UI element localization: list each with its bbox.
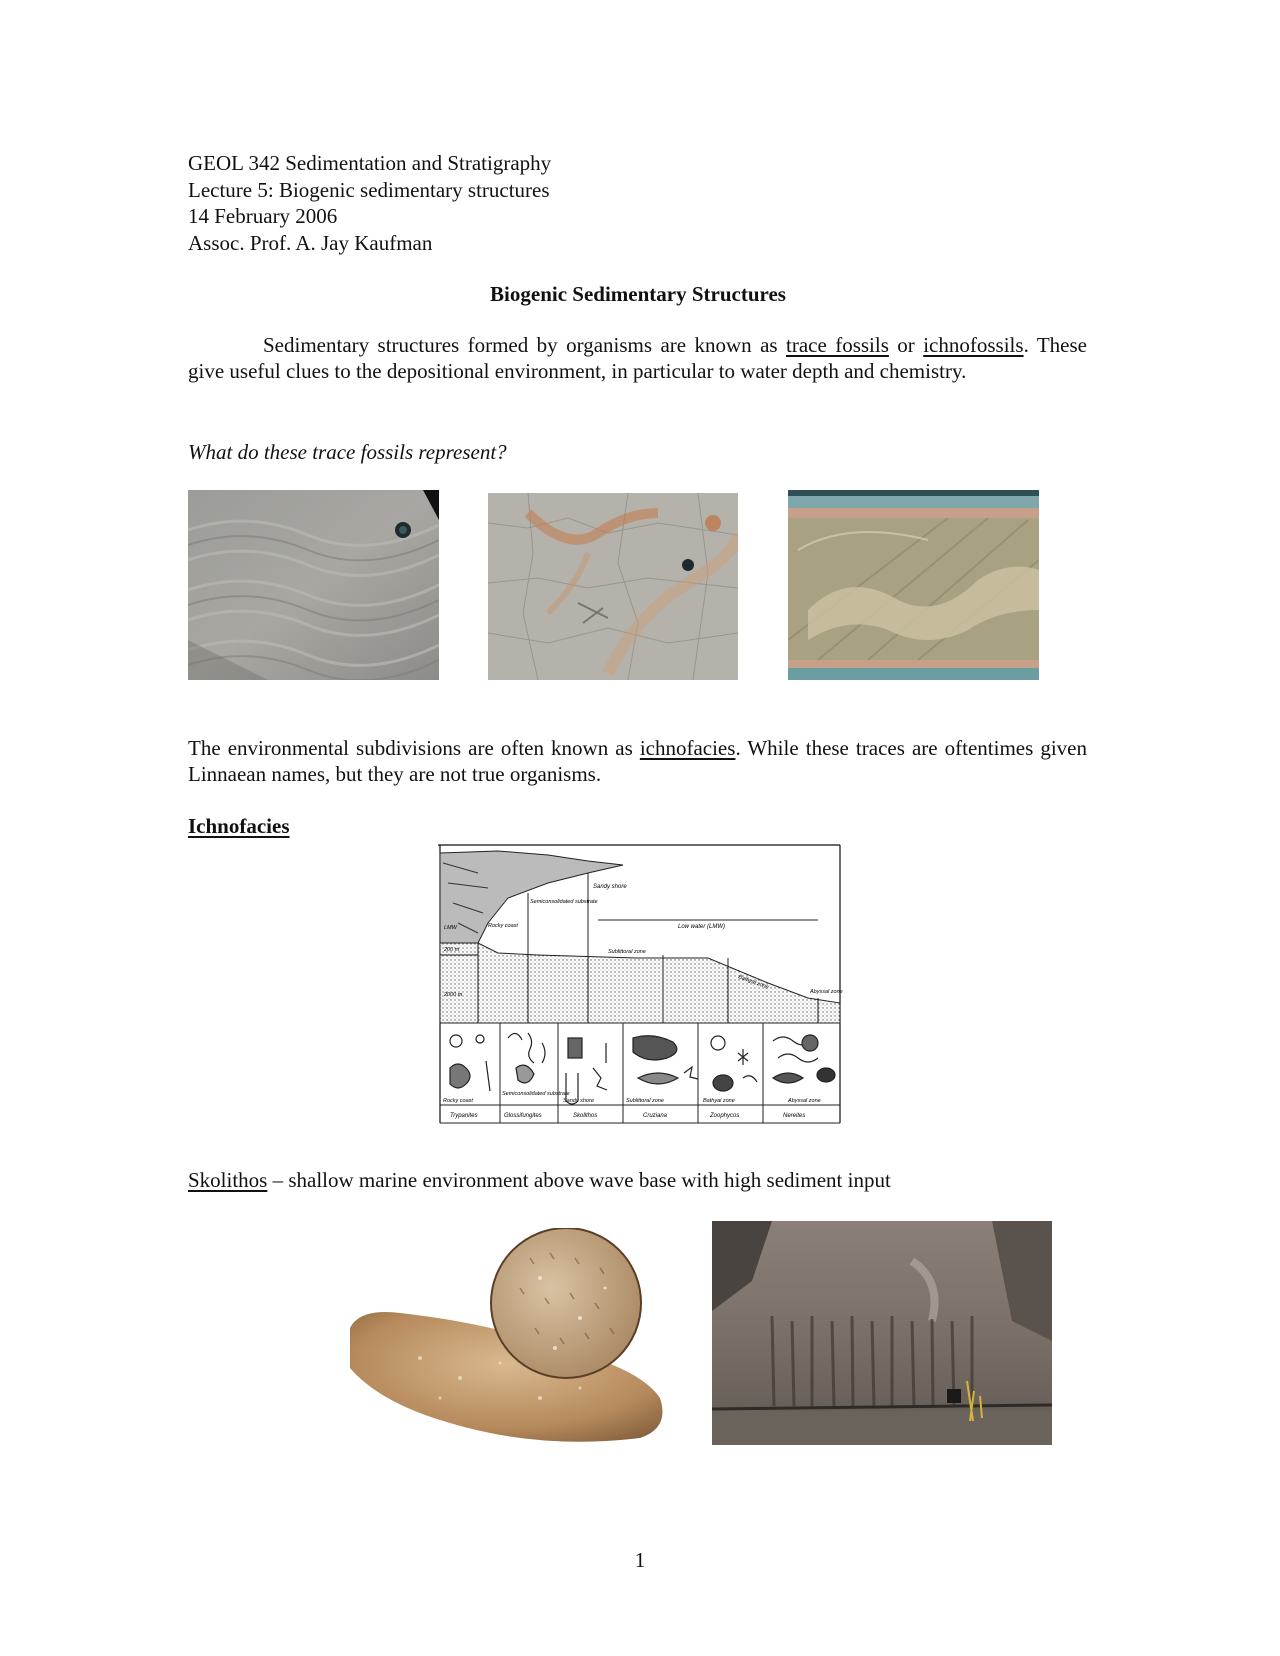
trace-fossil-photo-3	[788, 490, 1039, 680]
skolithos-outcrop-photo	[712, 1221, 1052, 1445]
zone-label-1: Rocky coast	[443, 1098, 473, 1104]
term-trace-fossils: trace fossils	[786, 333, 889, 357]
ichnofacies-diagram	[438, 843, 844, 1133]
label-lmw: LMW	[444, 925, 457, 931]
course-line: GEOL 342 Sedimentation and Stratigraphy	[188, 151, 552, 175]
ichno-text-2: . While these traces are oftentimes given Linnaean names, but they are not true organisms.	[188, 736, 1088, 786]
label-sublittoral: Sublittoral zone	[608, 949, 646, 955]
date-line: 14 February 2006	[188, 204, 338, 228]
term-skolithos: Skolithos	[188, 1168, 268, 1192]
lecture-header	[188, 150, 551, 256]
facies-name-1: Trypanites	[450, 1113, 478, 1119]
facies-name-3: Skolithos	[573, 1113, 598, 1119]
trace-fossil-photo-1	[188, 490, 439, 680]
question-line: What do these trace fossils represent?	[188, 440, 507, 464]
facies-name-2: Glossifungites	[504, 1113, 542, 1119]
lecture-line: Lecture 5: Biogenic sedimentary structures	[188, 177, 550, 202]
document-title: Biogenic Sedimentary Structures	[490, 282, 786, 306]
intro-text-2: or	[888, 333, 924, 357]
trace-fossil-photo-2	[488, 493, 738, 680]
label-bathyal: Bathyal zone	[737, 974, 770, 991]
label-sandy-shore: Sandy shore	[593, 884, 627, 890]
label-2000m: 2000 m	[444, 992, 463, 998]
facies-name-5: Zoophycos	[710, 1113, 740, 1119]
skolithos-line	[188, 1168, 891, 1193]
zone-label-3: Sandy shore	[563, 1098, 594, 1104]
ichnofacies-paragraph	[188, 735, 1087, 787]
instructor-line: Assoc. Prof. A. Jay Kaufman	[188, 230, 433, 255]
facies-name-6: Nereites	[783, 1113, 806, 1119]
label-low-water: Low water (LMW)	[678, 924, 726, 930]
page-number: 1	[634, 1548, 646, 1572]
skolithos-specimen-photo	[340, 1228, 670, 1448]
zone-label-2: Semiconsolidated substrate	[502, 1091, 570, 1097]
intro-text-1: Sedimentary structures formed by organisms are known as	[263, 333, 786, 357]
zone-label-5: Bathyal zone	[703, 1098, 735, 1104]
zone-label-6: Abyssal zone	[788, 1098, 821, 1104]
label-abyssal: Abyssal zone	[810, 989, 843, 995]
intro-text-3: . These give useful clues to the depositional environment, in particular to water depth and chemistry.	[188, 333, 1087, 383]
label-semiconsolidated: Semiconsolidated substrate	[530, 899, 598, 905]
skolithos-description: – shallow marine environment above wave base with high sediment input	[267, 1168, 891, 1192]
term-ichnofossils: ichnofossils	[923, 333, 1024, 357]
zone-label-4: Sublittoral zone	[626, 1098, 664, 1104]
ichno-text-1: The environmental subdivisions are often known as	[188, 736, 640, 760]
term-ichnofacies: ichnofacies	[639, 736, 736, 760]
label-rocky-coast: Rocky coast	[488, 923, 518, 929]
facies-name-4: Cruziana	[643, 1113, 668, 1119]
label-200m: 200 m	[444, 947, 460, 953]
ichnofacies-heading: Ichnofacies	[188, 814, 290, 838]
intro-paragraph	[188, 332, 1087, 384]
